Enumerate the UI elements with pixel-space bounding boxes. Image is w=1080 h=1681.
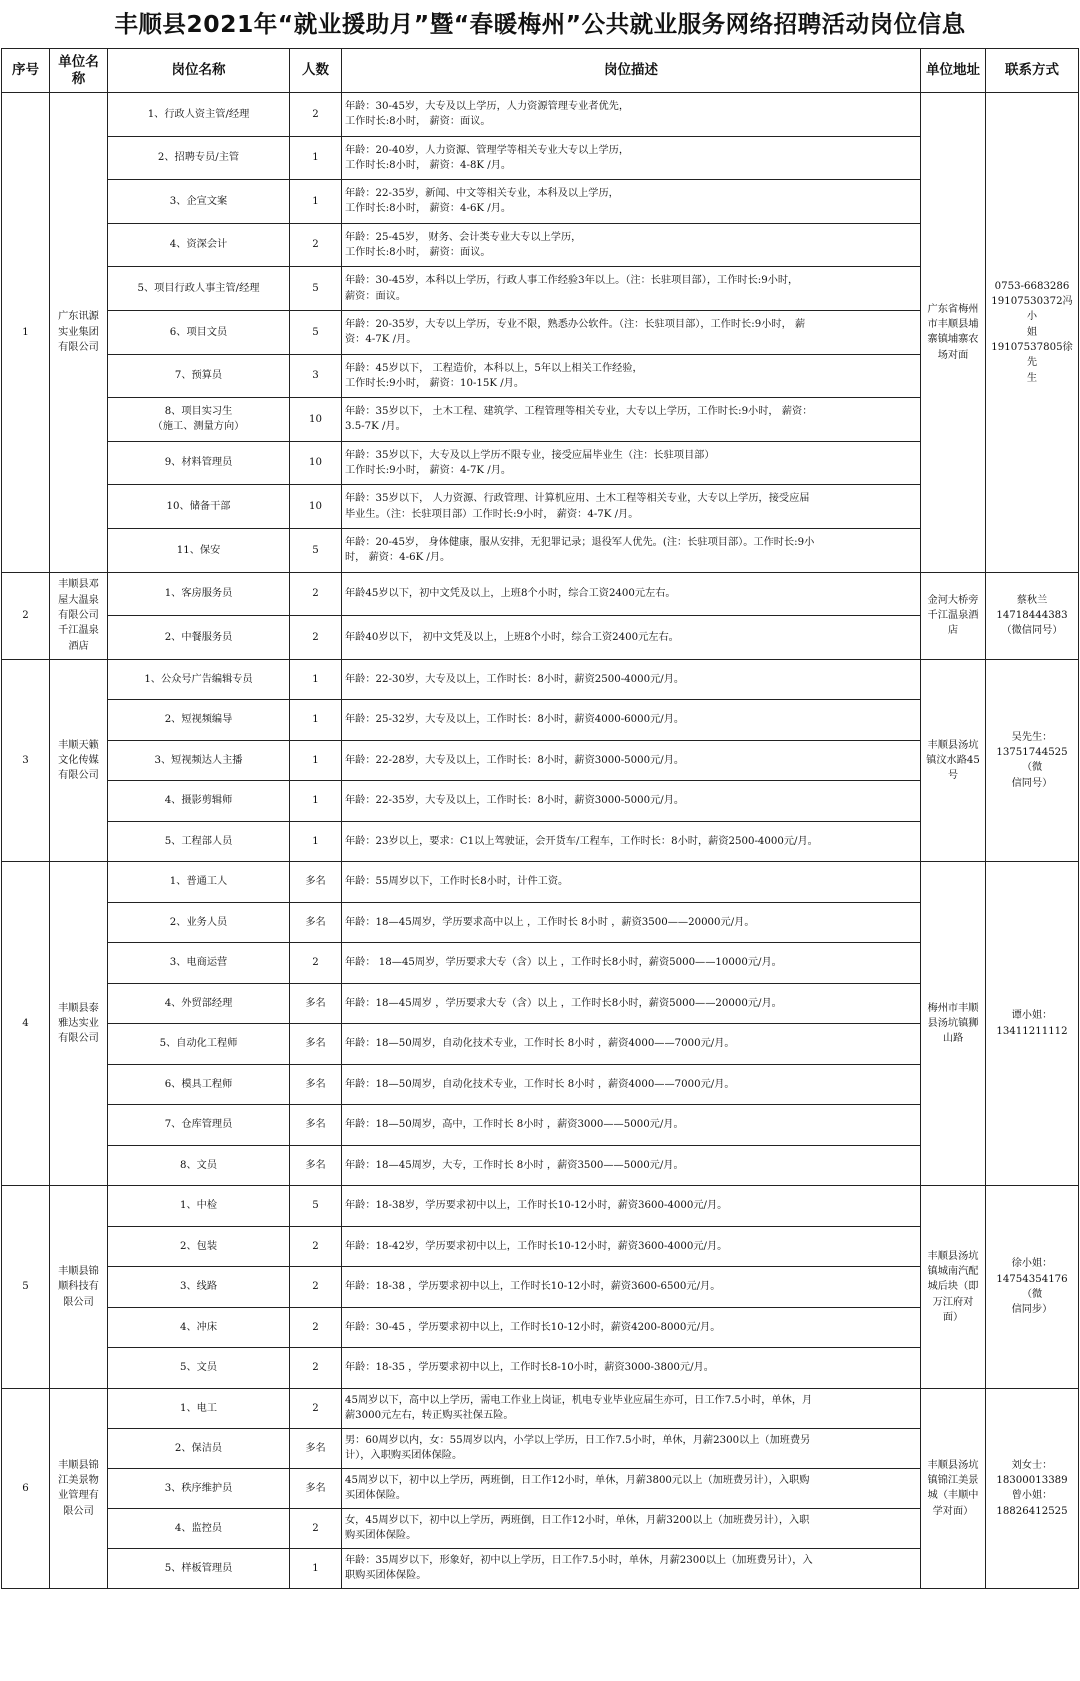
count-cell: 2 xyxy=(290,572,342,616)
table-row xyxy=(2,616,1079,660)
description-cell: 年龄：23岁以上，要求：C1以上驾驶证，会开货车/工程车，工作时长：8小时，薪资2500-4000元/月。 xyxy=(342,821,921,862)
count-cell: 10 xyxy=(290,485,342,529)
table-row xyxy=(2,902,1079,943)
seq-cell: 3 xyxy=(2,659,50,862)
contact-cell: 谭小姐： 13411211112 xyxy=(986,862,1079,1186)
description-cell: 年龄：25-45岁， 财务、会计类专业大专以上学历， 工作时长:8小时， 薪资：面议。 xyxy=(342,223,921,267)
count-cell: 5 xyxy=(290,528,342,572)
position-cell: 5、文员 xyxy=(108,1348,290,1389)
count-cell: 多名 xyxy=(290,1428,342,1468)
description-cell: 年龄：55周岁以下，工作时长8小时，计件工资。 xyxy=(342,862,921,903)
count-cell: 2 xyxy=(290,616,342,660)
company-cell: 丰顺县泰 雅达实业 有限公司 xyxy=(50,862,108,1186)
description-cell: 年龄：18—50周岁，自动化技术专业，工作时长 8小时 ，薪资4000——7000元/月。 xyxy=(342,1064,921,1105)
description-cell: 年龄：35岁以下， 土木工程、建筑学、工程管理等相关专业，大专以上学历，工作时长:9小时， 薪资： 3.5-7K /月。 xyxy=(342,398,921,442)
address-cell: 丰顺县汤坑 镇城南汽配 城后块（即 万江府对 面） xyxy=(921,1186,986,1389)
table-row xyxy=(2,267,1079,311)
description-cell: 年龄：22-35岁，新闻、中文等相关专业，本科及以上学历， 工作时长:8小时， 薪资：4-6K /月。 xyxy=(342,180,921,224)
position-cell: 8、项目实习生 （施工、测量方向） xyxy=(108,398,290,442)
table-row xyxy=(2,700,1079,741)
description-cell: 年龄：35岁以下， 人力资源、行政管理、计算机应用、土木工程等相关专业，大专以上学历，接受应届 毕业生。（注：长驻项目部）工作时长:9小时， 薪资：4-7K /月。 xyxy=(342,485,921,529)
contact-cell: 蔡秋兰 14718444383 （微信同号） xyxy=(986,572,1079,659)
position-cell: 6、模具工程师 xyxy=(108,1064,290,1105)
count-cell: 2 xyxy=(290,93,342,137)
position-cell: 2、招聘专员/主管 xyxy=(108,136,290,180)
contact-cell: 徐小姐： 14754354176（微 信同步） xyxy=(986,1186,1079,1389)
count-cell: 2 xyxy=(290,1388,342,1428)
description-cell: 年龄：30-45岁，大专及以上学历，人力资源管理专业者优先， 工作时长:8小时， 薪资：面议。 xyxy=(342,93,921,137)
description-cell: 年龄：18-35 ，学历要求初中以上，工作时长8-10小时，薪资3000-3800元/月。 xyxy=(342,1348,921,1389)
count-cell: 多名 xyxy=(290,1024,342,1065)
header-company: 单位名 称 xyxy=(50,49,108,93)
position-cell: 5、自动化工程师 xyxy=(108,1024,290,1065)
table-row xyxy=(2,1548,1079,1588)
table-row xyxy=(2,1064,1079,1105)
count-cell: 1 xyxy=(290,821,342,862)
count-cell: 1 xyxy=(290,700,342,741)
count-cell: 多名 xyxy=(290,902,342,943)
description-cell: 年龄：35岁以下，大专及以上学历不限专业，接受应届毕业生（注：长驻项目部） 工作时长:9小时， 薪资：4-7K /月。 xyxy=(342,441,921,485)
table-row xyxy=(2,441,1079,485)
position-cell: 1、公众号广告编辑专员 xyxy=(108,659,290,700)
position-cell: 1、客房服务员 xyxy=(108,572,290,616)
description-cell: 年龄：18—45周岁，大专，工作时长 8小时 ，薪资3500——5000元/月。 xyxy=(342,1145,921,1186)
table-row xyxy=(2,528,1079,572)
seq-cell: 1 xyxy=(2,93,50,573)
position-cell: 7、仓库管理员 xyxy=(108,1105,290,1146)
table-row xyxy=(2,572,1079,616)
position-cell: 2、包装 xyxy=(108,1226,290,1267)
position-cell: 7、预算员 xyxy=(108,354,290,398)
count-cell: 2 xyxy=(290,943,342,984)
position-cell: 8、文员 xyxy=(108,1145,290,1186)
header-contact: 联系方式 xyxy=(986,49,1079,93)
count-cell: 2 xyxy=(290,1307,342,1348)
company-cell: 丰顺县锦 顺科技有 限公司 xyxy=(50,1186,108,1389)
header-count: 人数 xyxy=(290,49,342,93)
count-cell: 2 xyxy=(290,1348,342,1389)
contact-cell: 刘女士： 18300013389 曾小姐： 18826412525 xyxy=(986,1388,1079,1588)
table-row xyxy=(2,1024,1079,1065)
table-row xyxy=(2,1468,1079,1508)
position-cell: 5、样板管理员 xyxy=(108,1548,290,1588)
description-cell: 年龄：30-45岁，本科以上学历，行政人事工作经验3年以上。（注：长驻项目部），工作时长:9小时， 薪资：面议。 xyxy=(342,267,921,311)
header-row xyxy=(2,49,1079,93)
description-cell: 年龄：45岁以下， 工程造价，本科以上，5年以上相关工作经验， 工作时长:9小时， 薪资：10-15K /月。 xyxy=(342,354,921,398)
count-cell: 5 xyxy=(290,1186,342,1227)
table-row xyxy=(2,354,1079,398)
table-row xyxy=(2,1267,1079,1308)
count-cell: 5 xyxy=(290,310,342,354)
company-cell: 丰顺天籁 文化传媒 有限公司 xyxy=(50,659,108,862)
company-cell: 广东讯源 实业集团 有限公司 xyxy=(50,93,108,573)
seq-cell: 4 xyxy=(2,862,50,1186)
count-cell: 2 xyxy=(290,223,342,267)
description-cell: 女，45周岁以下，初中以上学历，两班倒，日工作12小时，单休，月薪3200以上（加班费另计），入职 购买团体保险。 xyxy=(342,1508,921,1548)
seq-cell: 5 xyxy=(2,1186,50,1389)
position-cell: 5、工程部人员 xyxy=(108,821,290,862)
page-title: 丰顺县2021年“就业援助月”暨“春暖梅州”公共就业服务网络招聘活动岗位信息 xyxy=(114,10,966,38)
count-cell: 多名 xyxy=(290,1105,342,1146)
table-row xyxy=(2,943,1079,984)
description-cell: 年龄：22-28岁，大专及以上，工作时长：8小时，薪资3000-5000元/月。 xyxy=(342,740,921,781)
count-cell: 多名 xyxy=(290,1145,342,1186)
count-cell: 1 xyxy=(290,180,342,224)
position-cell: 4、冲床 xyxy=(108,1307,290,1348)
position-cell: 4、摄影剪辑师 xyxy=(108,781,290,822)
description-cell: 45周岁以下，初中以上学历，两班倒，日工作12小时，单休，月薪3800元以上（加班费另计），入职购 买团体保险。 xyxy=(342,1468,921,1508)
description-cell: 年龄：35周岁以下，形象好，初中以上学历，日工作7.5小时，单休，月薪2300以上（加班费另计），入 职购买团体保险。 xyxy=(342,1548,921,1588)
count-cell: 3 xyxy=(290,354,342,398)
count-cell: 10 xyxy=(290,441,342,485)
position-cell: 3、电商运营 xyxy=(108,943,290,984)
description-cell: 年龄：18—45周岁，学历要求高中以上 ，工作时长 8小时 ，薪资3500——20000元/月。 xyxy=(342,902,921,943)
header-description: 岗位描述 xyxy=(342,49,921,93)
seq-cell: 6 xyxy=(2,1388,50,1588)
count-cell: 1 xyxy=(290,781,342,822)
description-cell: 年龄：18—45周岁 ，学历要求大专（含）以上 ，工作时长8小时，薪资5000——20000元/月。 xyxy=(342,983,921,1024)
seq-cell: 2 xyxy=(2,572,50,659)
table-row xyxy=(2,1508,1079,1548)
count-cell: 1 xyxy=(290,1548,342,1588)
position-cell: 9、材料管理员 xyxy=(108,441,290,485)
count-cell: 2 xyxy=(290,1226,342,1267)
contact-cell: 吴先生： 13751744525（微 信同号） xyxy=(986,659,1079,862)
header-address: 单位地址 xyxy=(921,49,986,93)
position-cell: 1、中检 xyxy=(108,1186,290,1227)
table-row xyxy=(2,1307,1079,1348)
description-cell: 年龄45岁以下，初中文凭及以上，上班8个小时，综合工资2400元左右。 xyxy=(342,572,921,616)
table-row xyxy=(2,136,1079,180)
address-cell: 梅州市丰顺 县汤坑镇狮 山路 xyxy=(921,862,986,1186)
position-cell: 1、电工 xyxy=(108,1388,290,1428)
table-row xyxy=(2,659,1079,700)
position-cell: 3、秩序维护员 xyxy=(108,1468,290,1508)
table-row xyxy=(2,310,1079,354)
position-cell: 10、储备干部 xyxy=(108,485,290,529)
position-cell: 2、中餐服务员 xyxy=(108,616,290,660)
position-cell: 4、外贸部经理 xyxy=(108,983,290,1024)
count-cell: 10 xyxy=(290,398,342,442)
position-cell: 2、保洁员 xyxy=(108,1428,290,1468)
count-cell: 2 xyxy=(290,1508,342,1548)
position-cell: 1、普通工人 xyxy=(108,862,290,903)
position-cell: 2、业务人员 xyxy=(108,902,290,943)
header-seq: 序号 xyxy=(2,49,50,93)
description-cell: 年龄：20-40岁，人力资源、管理学等相关专业大专以上学历， 工作时长:8小时， 薪资：4-8K /月。 xyxy=(342,136,921,180)
count-cell: 5 xyxy=(290,267,342,311)
description-cell: 年龄：22-35岁，大专及以上，工作时长：8小时，薪资3000-5000元/月。 xyxy=(342,781,921,822)
description-cell: 45周岁以下，高中以上学历，需电工作业上岗证，机电专业毕业应届生亦可，日工作7.5小时，单休，月 薪3000元左右，转正购买社保五险。 xyxy=(342,1388,921,1428)
job-table xyxy=(1,48,1079,1589)
count-cell: 多名 xyxy=(290,1468,342,1508)
description-cell: 年龄：18—50周岁，自动化技术专业，工作时长 8小时 ，薪资4000——7000元/月。 xyxy=(342,1024,921,1065)
company-cell: 丰顺县锦 江美景物 业管理有 限公司 xyxy=(50,1388,108,1588)
table-row xyxy=(2,821,1079,862)
address-cell: 金河大桥旁 千江温泉酒 店 xyxy=(921,572,986,659)
position-cell: 6、项目文员 xyxy=(108,310,290,354)
position-cell: 3、线路 xyxy=(108,1267,290,1308)
description-cell: 年龄：30-45 ，学历要求初中以上，工作时长10-12小时，薪资4200-8000元/月。 xyxy=(342,1307,921,1348)
table-body xyxy=(2,93,1079,1589)
count-cell: 多名 xyxy=(290,1064,342,1105)
description-cell: 年龄：20-45岁， 身体健康，服从安排，无犯罪记录；退役军人优先。(注：长驻项目部）。工作时长:9小 时， 薪资：4-6K /月。 xyxy=(342,528,921,572)
description-cell: 年龄40岁以下， 初中文凭及以上，上班8个小时，综合工资2400元左右。 xyxy=(342,616,921,660)
table-row xyxy=(2,93,1079,137)
contact-cell: 0753-6683286 19107530372冯小 姐 19107537805徐先 生 xyxy=(986,93,1079,573)
position-cell: 4、监控员 xyxy=(108,1508,290,1548)
table-row xyxy=(2,485,1079,529)
description-cell: 年龄：22-30岁，大专及以上，工作时长：8小时，薪资2500-4000元/月。 xyxy=(342,659,921,700)
table-row xyxy=(2,1186,1079,1227)
address-cell: 丰顺县汤坑 镇锦江美景 城（丰顺中 学对面） xyxy=(921,1388,986,1588)
count-cell: 1 xyxy=(290,136,342,180)
description-cell: 年龄：18-38 ，学历要求初中以上，工作时长10-12小时，薪资3600-6500元/月。 xyxy=(342,1267,921,1308)
table-row xyxy=(2,180,1079,224)
table-row xyxy=(2,1226,1079,1267)
position-cell: 5、项目行政人事主管/经理 xyxy=(108,267,290,311)
position-cell: 2、短视频编导 xyxy=(108,700,290,741)
count-cell: 1 xyxy=(290,659,342,700)
table-row xyxy=(2,223,1079,267)
description-cell: 年龄：18—50周岁，高中，工作时长 8小时 ，薪资3000——5000元/月。 xyxy=(342,1105,921,1146)
position-cell: 1、行政人资主管/经理 xyxy=(108,93,290,137)
position-cell: 4、资深会计 xyxy=(108,223,290,267)
header-position: 岗位名称 xyxy=(108,49,290,93)
description-cell: 年龄：25-32岁，大专及以上，工作时长：8小时，薪资4000-6000元/月。 xyxy=(342,700,921,741)
count-cell: 2 xyxy=(290,1267,342,1308)
count-cell: 多名 xyxy=(290,983,342,1024)
table-row xyxy=(2,740,1079,781)
description-cell: 年龄：18-38岁，学历要求初中以上，工作时长10-12小时，薪资3600-4000元/月。 xyxy=(342,1186,921,1227)
description-cell: 男：60周岁以内，女：55周岁以内，小学以上学历，日工作7.5小时，单休，月薪2300以上（加班费另 计），入职购买团体保险。 xyxy=(342,1428,921,1468)
address-cell: 广东省梅州 市丰顺县埔 寨镇埔寨农 场对面 xyxy=(921,93,986,573)
position-cell: 3、企宣文案 xyxy=(108,180,290,224)
table-row xyxy=(2,1388,1079,1428)
table-row xyxy=(2,862,1079,903)
table-row xyxy=(2,983,1079,1024)
position-cell: 11、保安 xyxy=(108,528,290,572)
description-cell: 年龄：18-42岁，学历要求初中以上，工作时长10-12小时，薪资3600-4000元/月。 xyxy=(342,1226,921,1267)
description-cell: 年龄： 18—45周岁，学历要求大专（含）以上 ，工作时长8小时，薪资5000——10000元/月。 xyxy=(342,943,921,984)
table-row xyxy=(2,398,1079,442)
table-row xyxy=(2,781,1079,822)
table-row xyxy=(2,1348,1079,1389)
company-cell: 丰顺县邓 屋大温泉 有限公司 千江温泉 酒店 xyxy=(50,572,108,659)
table-row xyxy=(2,1105,1079,1146)
address-cell: 丰顺县汤坑 镇汶水路45 号 xyxy=(921,659,986,862)
description-cell: 年龄：20-35岁，大专以上学历，专业不限，熟悉办公软件。（注：长驻项目部），工作时长:9小时， 薪 资：4-7K /月。 xyxy=(342,310,921,354)
count-cell: 多名 xyxy=(290,862,342,903)
position-cell: 3、短视频达人主播 xyxy=(108,740,290,781)
count-cell: 1 xyxy=(290,740,342,781)
table-row xyxy=(2,1145,1079,1186)
table-row xyxy=(2,1428,1079,1468)
